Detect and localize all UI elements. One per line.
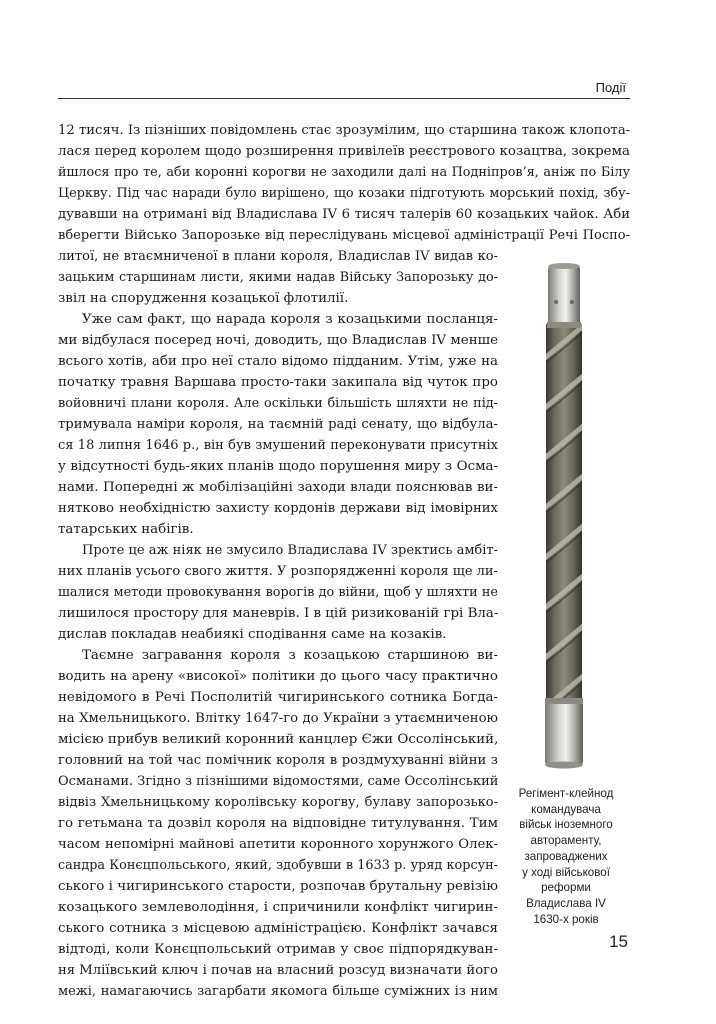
- caption-line: військ іноземного: [519, 818, 613, 832]
- caption-line: автораменту,: [530, 834, 602, 848]
- running-head: [58, 78, 630, 99]
- body-line: початку травня Варшава просто-таки закипала від чуток про: [58, 375, 498, 390]
- body-line: сандра Конєцпольського, який, здобувши в 1633 р. уряд корсун-: [58, 858, 498, 873]
- body-line: межі, намагаючись загарбати якомога більше суміжних із ним: [58, 984, 498, 999]
- body-line: Османами. Згідно з пізнішими відомостями, саме Оссолінський: [58, 774, 499, 789]
- body-line: невідомого в Речі Посполитій чигиринського сотника Богда-: [58, 690, 498, 705]
- body-line: козацького землеволодіння, і спричинили конфлікт чигирин-: [58, 900, 498, 915]
- body-line: водить на арену «високої» політики до цього часу практично: [58, 669, 498, 684]
- body-line: нами. Попередні ж мобілізаційні заходи влади пояснював ви-: [58, 480, 498, 495]
- body-line: ня Мліївський ключ і почав на власний розсуд визначати його: [58, 963, 498, 978]
- body-line: відтоді, коли Конєцпольський отримав у своє підпорядкуван-: [58, 942, 498, 957]
- body-line: Проте це аж ніяк не змусило Владислава IV зректись амбіт-: [82, 543, 498, 558]
- body-line: зацьким старшинам листи, якими надав Війську Запорозьку до-: [58, 270, 498, 285]
- caption-line: 1630-х років: [533, 912, 599, 926]
- caption-line: Владислава IV: [526, 896, 606, 910]
- body-line: дувавши на отримані від Владислава IV 6 тисяч талерів 60 козацьких чайок. Аби: [58, 207, 630, 222]
- body-line: головний на той час помічник короля в роздмухуванні війни з: [58, 753, 498, 768]
- body-line: на Хмельницького. Влітку 1647-го до України з утаємниченою: [58, 711, 498, 726]
- section-title: Події: [595, 80, 626, 95]
- body-line: лишилося простору для маневрів. І в цій ризикованій грі Вла-: [58, 606, 499, 621]
- body-line: ського і чигиринського старости, розпочав брутальну ревізію: [58, 879, 498, 894]
- body-line: литої, не втаємниченої в плани короля, Владислав IV видав ко-: [58, 249, 498, 264]
- page-number: 15: [609, 932, 628, 951]
- body-line: відвіз Хмельницькому королівську корогву, булаву запорозько-: [58, 795, 498, 810]
- body-line: тримувала наміри короля, на таємній раді сенату, що відбула-: [58, 417, 498, 432]
- body-line: ського сотника з місцевою адміністрацією. Конфлікт зачався: [58, 921, 498, 936]
- body-line: всього хотів, аби про неї стало відомо підданим. Утім, уже на: [58, 354, 498, 369]
- body-line: Уже сам факт, що нарада короля з козацькими посланця-: [82, 312, 498, 327]
- caption-line: у ході військової: [522, 865, 610, 879]
- body-line: місією прибув великий коронний канцлер Єжи Оссолінський,: [58, 732, 499, 747]
- body-line: ми відбулася посеред ночі, доводить, що Владислав IV менше: [58, 333, 498, 348]
- body-line: у відсутності будь-яких планів щодо порушення миру з Осма-: [58, 459, 498, 474]
- body-line: ся 18 липня 1646 р., він був змушений переконувати присутніх: [58, 438, 498, 453]
- body-line: дислав покладав неабиякі сподівання саме на козаків.: [58, 627, 447, 642]
- body-line: Церкву. Під час наради було вирішено, що козаки підготують морський похід, збу-: [58, 186, 630, 201]
- body-line: звіл на спорудження козацької флотилії.: [58, 291, 349, 306]
- body-line: лася перед королем щодо розширення привілеїв реєстрового козацтва, зокрема: [58, 144, 630, 159]
- regiment-baton-photo: [534, 262, 594, 770]
- body-line: шалися методи провокування ворогів до війни, щоб у шляхти не: [58, 585, 498, 600]
- body-line: татарських набігів.: [58, 522, 194, 537]
- body-line: Таємне загравання короля з козацькою старшиною ви-: [82, 648, 498, 663]
- caption-line: командувача: [531, 802, 601, 816]
- caption-line: запроваджених: [524, 849, 608, 863]
- caption-line: реформи: [541, 881, 591, 895]
- body-line: нятково необхідністю захисту кордонів держави від імовірних: [58, 501, 498, 516]
- body-line: войовничі плани короля. Але оскільки більшість шляхти не під-: [58, 396, 498, 411]
- figure-caption: [508, 786, 624, 927]
- caption-line: Регімент-клейнод: [518, 787, 614, 800]
- body-line: 12 тисяч. Із пізніших повідомлень стає зрозумілим, що старшина також клопота-: [58, 123, 631, 138]
- body-line: часом непомірні майнові апетити коронного хорунжого Олек-: [58, 837, 498, 852]
- body-line: йшлося про те, аби коронні корогви не заходили далі на Подніпров’я, аніж по Білу: [58, 165, 630, 180]
- body-line: них планів усього свого життя. У розпорядженні короля ще ли-: [58, 564, 498, 579]
- body-line: вберегти Військо Запорозьке від переслідувань місцевої адміністрації Речі Поспо-: [58, 228, 630, 243]
- body-line: го гетьмана та дозвіл короля на відповідне титулування. Тим: [58, 816, 498, 831]
